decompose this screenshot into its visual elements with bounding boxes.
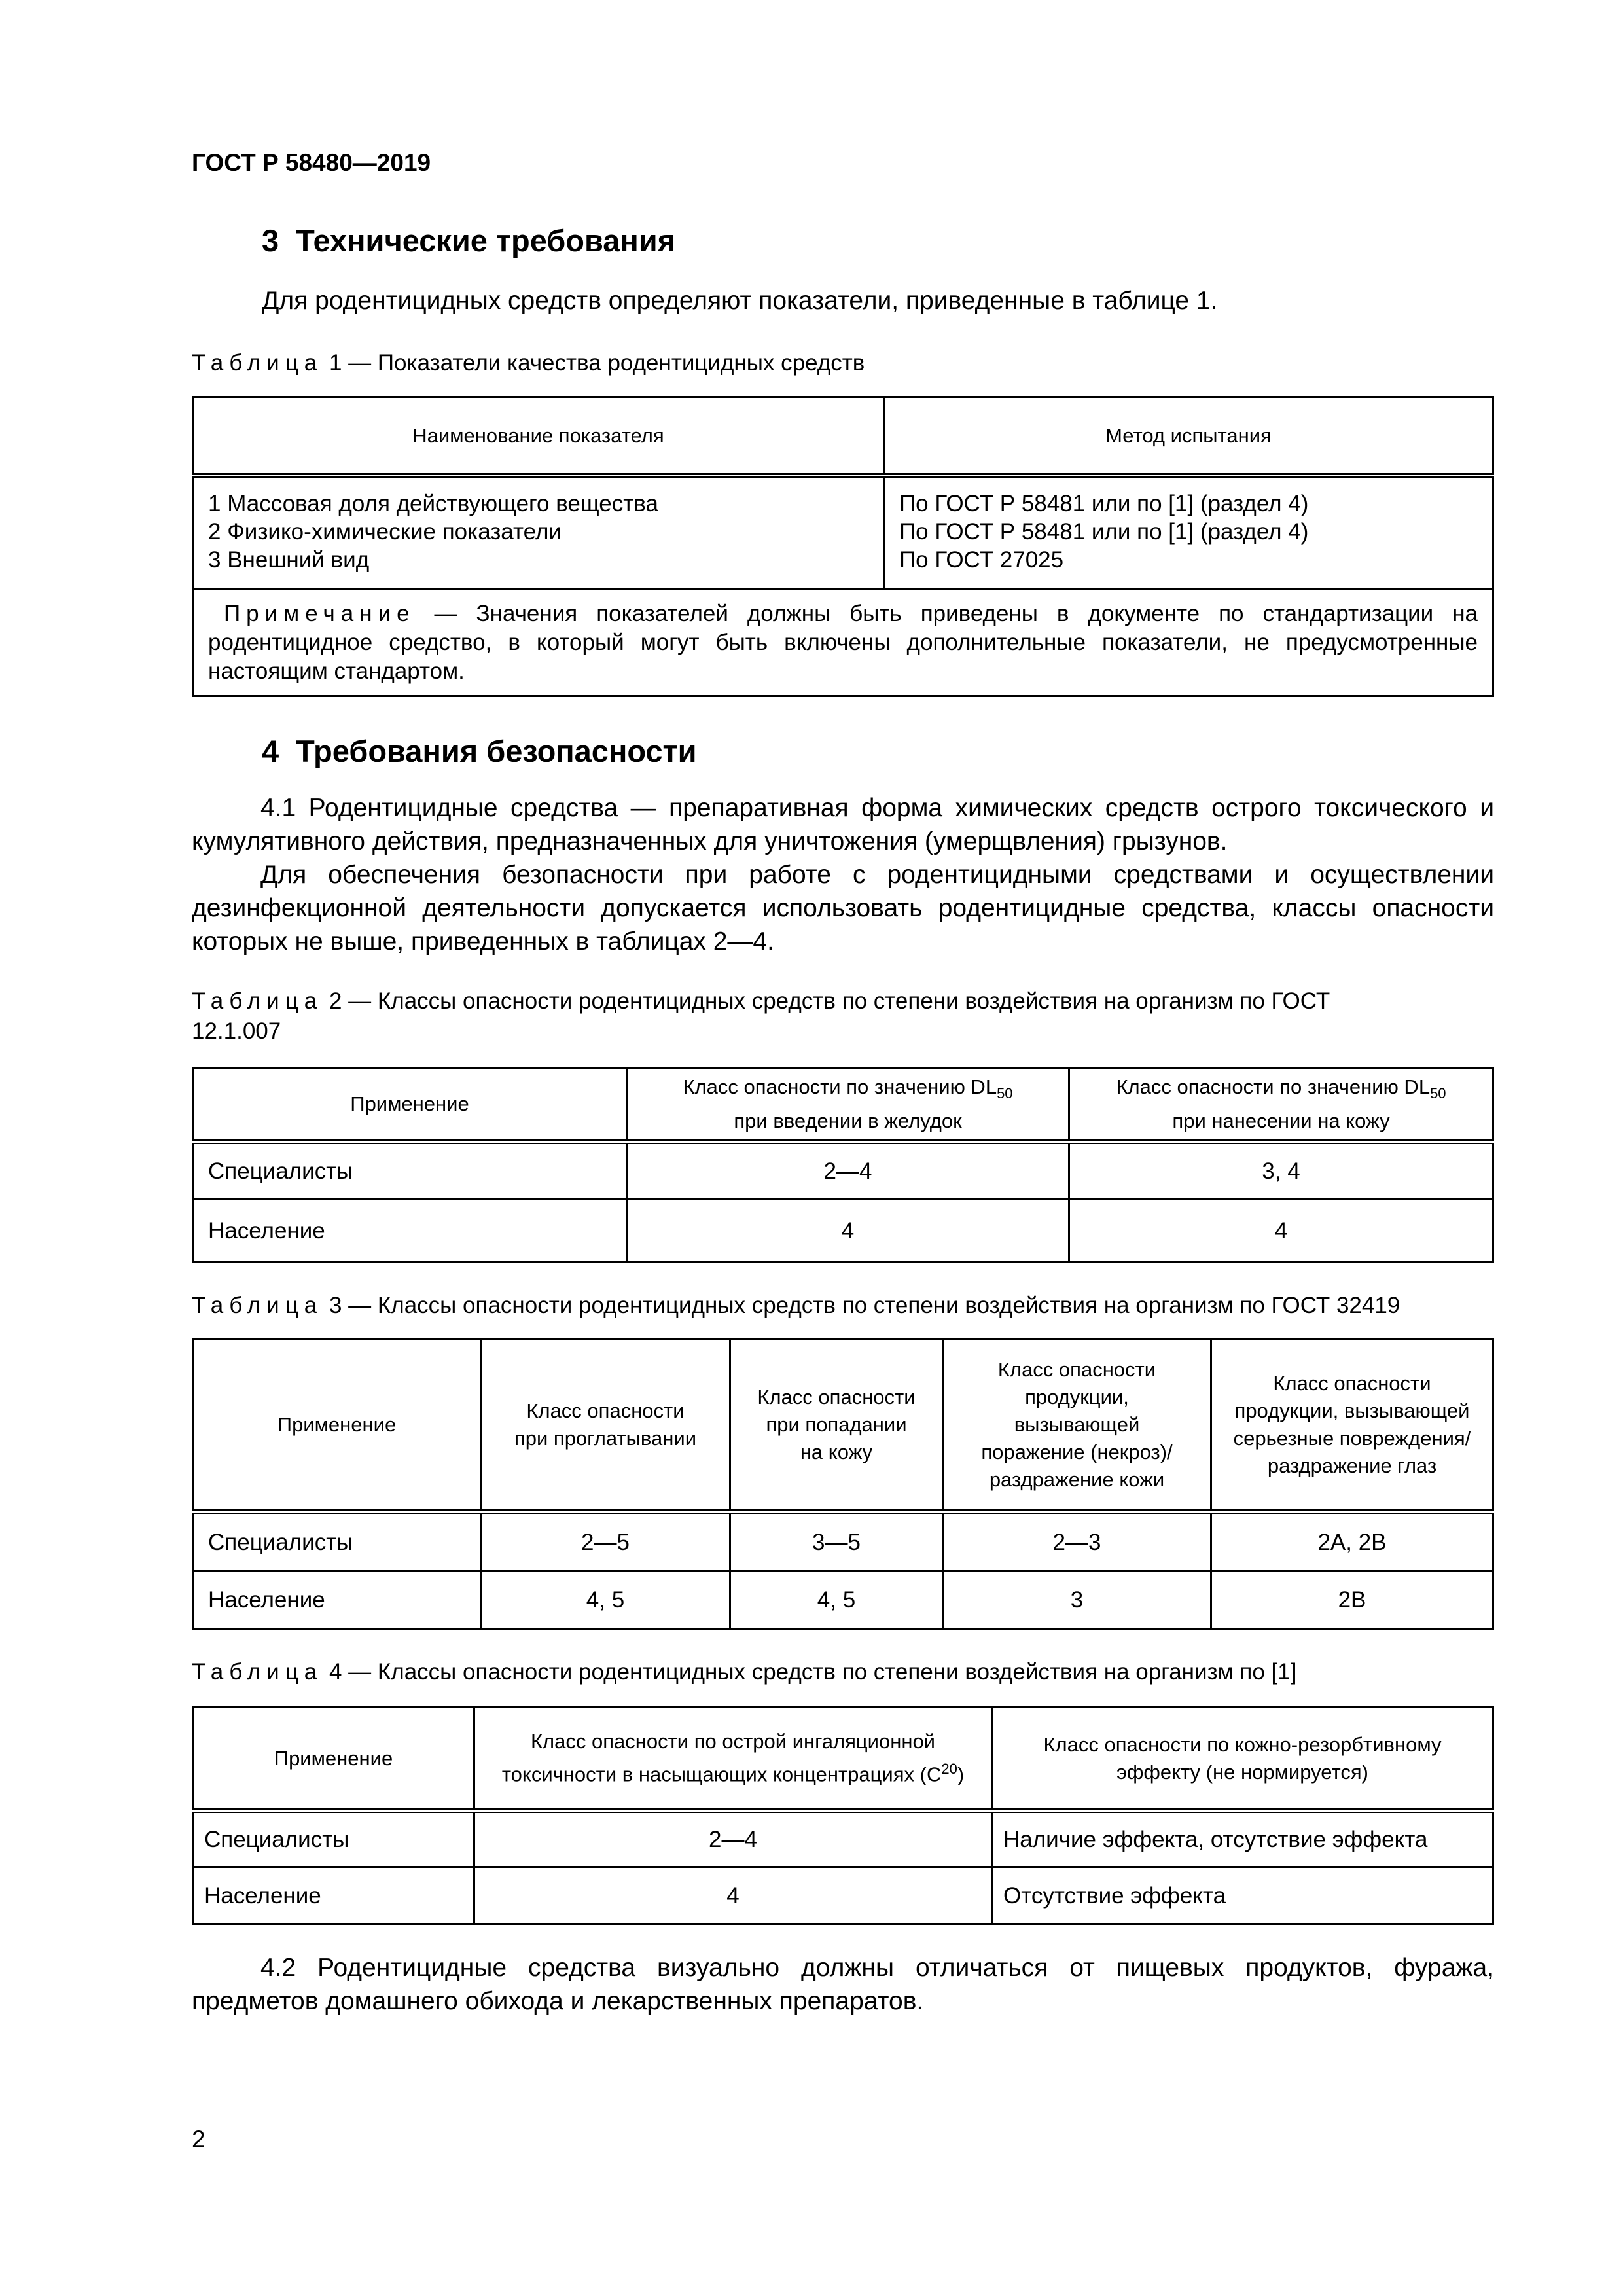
table-2-row-1-oral: 2—4 [627, 1142, 1069, 1200]
table-3-header-necrosis-l5: раздражение кожи [989, 1468, 1165, 1491]
table-2-header-oral-route: при введении в желудок [734, 1109, 962, 1133]
table-1-note-row [193, 590, 1493, 696]
table-4-header-inhalation-l2: токсичности в насыщающих концентрациях (С [501, 1763, 942, 1786]
table-3-header-skin-l3: на кожу [800, 1441, 873, 1463]
section-3-heading [262, 223, 675, 259]
table-4-header-row [193, 1708, 1493, 1811]
table-4-header-use: Применение [193, 1708, 474, 1811]
table-4-caption-text: 4 — Классы опасности родентицидных средств по степени воздействия на организм по [1] [329, 1659, 1297, 1685]
table-1-header-name: Наименование показателя [193, 397, 884, 476]
table-3-caption-text: 3 — Классы опасности родентицидных средств по степени воздействия на организм по ГОСТ 32419 [329, 1293, 1400, 1318]
table-3-caption [192, 1291, 1400, 1321]
table-3-header-eyes-l4: раздражение глаз [1267, 1454, 1437, 1477]
table-3-row-1-skin: 3—5 [730, 1512, 943, 1571]
table-2-header-skin-route: при нанесении на кожу [1172, 1109, 1390, 1133]
table-3-header-eyes [1211, 1340, 1493, 1512]
table-1-note-label: Примечание [224, 601, 416, 626]
table-3-header-necrosis-l1: Класс опасности [997, 1358, 1156, 1381]
table-1-caption [192, 348, 865, 378]
paragraph-4-2: 4.2 Родентицидные средства визуально должны отличаться от пищевых продуктов, фуража, предметов домашнего обихода и лекарственных препаратов. [192, 1954, 1494, 2015]
table-3-header-necrosis-l3: вызывающей [1014, 1413, 1140, 1436]
table-4-caption [192, 1657, 1296, 1687]
table-4-header-dermal-l1: Класс опасности по кожно-резорбтивному [1043, 1732, 1442, 1756]
table-1-methods-cell [884, 476, 1493, 590]
table-3-row [193, 1512, 1493, 1571]
table-3-header-skin [730, 1340, 943, 1512]
table-2-row-1-use: Специалисты [193, 1142, 627, 1200]
table-2-caption [192, 986, 1344, 1047]
table-2-header-use: Применение [193, 1068, 627, 1142]
section-3-title: Технические требования [296, 223, 676, 258]
table-3-row-2-skin: 4, 5 [730, 1571, 943, 1629]
table-3-row [193, 1571, 1493, 1629]
table-1-names-cell [193, 476, 884, 590]
page-number: 2 [192, 2126, 205, 2153]
table-1-note-text: — Значения показателей должны быть приведены в документе по стандартизации на родентицидное средство, в который могут быть включены дополнительные показатели, не предусмотренные настоящим стандартом. [208, 601, 1478, 684]
table-2-row [193, 1142, 1493, 1200]
table-2-row [193, 1200, 1493, 1262]
table-1 [192, 396, 1494, 697]
table-3-header-necrosis-l4: поражение (некроз)/ [981, 1441, 1173, 1463]
table-1-row-1-name: 1 Массовая доля действующего вещества [208, 491, 658, 516]
table-4-header-inhalation-close: ) [957, 1763, 965, 1786]
table-3-row-1-necrosis: 2—3 [943, 1512, 1211, 1571]
table-2-header-oral [627, 1068, 1069, 1142]
table-4-row-1-inhalation: 2—4 [474, 1811, 992, 1867]
section-3-number: 3 [262, 223, 279, 258]
table-3 [192, 1338, 1494, 1630]
table-3-header-skin-l1: Класс опасности [757, 1386, 916, 1408]
table-4-row-2-dermal: Отсутствие эффекта [992, 1867, 1493, 1924]
table-4-header-dermal-l2: эффекту (не нормируется) [1116, 1760, 1368, 1784]
table-1-note [193, 590, 1493, 696]
table-2-row-1-skin: 3, 4 [1069, 1142, 1493, 1200]
document-code: ГОСТ Р 58480—2019 [192, 149, 431, 176]
table-1-row-2-method: По ГОСТ Р 58481 или по [1] (раздел 4) [899, 519, 1309, 545]
section-4-number: 4 [262, 734, 279, 768]
table-1-row-2-name: 2 Физико-химические показатели [208, 519, 562, 545]
table-4-row-2-use: Население [193, 1867, 474, 1924]
table-3-header-eyes-l1: Класс опасности [1273, 1372, 1431, 1395]
table-2-row-2-oral: 4 [627, 1200, 1069, 1262]
table-4 [192, 1706, 1494, 1925]
table-2-header-row [193, 1068, 1493, 1142]
paragraph-4-1: 4.1 Родентицидные средства — препаративная форма химических средств острого токсического и кумулятивного действия, предназначенных для уничтожения (умерщвления) грызунов. [192, 794, 1494, 855]
table-1-body-row [193, 476, 1493, 590]
table-1-row-3-name: 3 Внешний вид [208, 547, 370, 573]
table-2-caption-label: Таблица [192, 988, 323, 1014]
table-2-header-oral-label: Класс опасности по значению DL [683, 1075, 997, 1098]
section-3-intro: Для родентицидных средств определяют показатели, приведенные в таблице 1. [262, 287, 1218, 315]
table-3-row-1-eyes: 2А, 2В [1211, 1512, 1493, 1571]
table-4-row [193, 1811, 1493, 1867]
section-4-title: Требования безопасности [296, 734, 697, 768]
table-3-caption-label: Таблица [192, 1293, 323, 1318]
table-3-header-necrosis [943, 1340, 1211, 1512]
table-4-header-inhalation-superscript: 20 [941, 1761, 957, 1778]
table-2-row-2-use: Население [193, 1200, 627, 1262]
table-4-header-inhalation [474, 1708, 992, 1811]
table-4-header-dermal [992, 1708, 1493, 1811]
table-2-header-skin-subscript: 50 [1430, 1085, 1446, 1102]
section-4-heading [262, 733, 696, 769]
table-3-row-2-eyes: 2В [1211, 1571, 1493, 1629]
table-4-caption-label: Таблица [192, 1659, 323, 1685]
table-3-header-row [193, 1340, 1493, 1512]
table-3-header-eyes-l2: продукции, вызывающей [1234, 1399, 1470, 1422]
table-4-row [193, 1867, 1493, 1924]
table-3-header-swallow [481, 1340, 730, 1512]
table-1-row-3-method: По ГОСТ 27025 [899, 547, 1064, 573]
table-2 [192, 1067, 1494, 1263]
table-3-row-1-swallow: 2—5 [481, 1512, 730, 1571]
table-2-row-2-skin: 4 [1069, 1200, 1493, 1262]
paragraph-4-1-b: Для обеспечения безопасности при работе с родентицидными средствами и осуществлении дезинфекционной деятельности допускается использовать родентицидные средства, классы опасности которых не выше, приведенных в таблицах 2—4. [192, 861, 1494, 956]
table-2-caption-text: 2 — Классы опасности родентицидных средств по степени воздействия на организм по ГОСТ 12.1.007 [192, 988, 1330, 1044]
table-3-header-necrosis-l2: продукции, [1025, 1386, 1129, 1408]
table-3-row-2-swallow: 4, 5 [481, 1571, 730, 1629]
table-1-header-method: Метод испытания [884, 397, 1493, 476]
table-4-row-1-use: Специалисты [193, 1811, 474, 1867]
table-1-caption-label: Таблица [192, 350, 323, 376]
table-4-row-2-inhalation: 4 [474, 1867, 992, 1924]
table-3-row-1-use: Специалисты [193, 1512, 481, 1571]
table-2-header-skin [1069, 1068, 1493, 1142]
table-1-header-row [193, 397, 1493, 476]
table-3-header-skin-l2: при попадании [766, 1413, 907, 1436]
table-1-row-1-method: По ГОСТ Р 58481 или по [1] (раздел 4) [899, 491, 1309, 516]
table-2-header-skin-label: Класс опасности по значению DL [1116, 1075, 1431, 1098]
table-3-header-use: Применение [193, 1340, 481, 1512]
table-4-row-1-dermal: Наличие эффекта, отсутствие эффекта [992, 1811, 1493, 1867]
table-3-header-swallow-l1: Класс опасности [526, 1399, 685, 1422]
table-3-header-eyes-l3: серьезные повреждения/ [1233, 1427, 1471, 1450]
table-3-header-swallow-l2: при проглатывании [514, 1427, 697, 1450]
table-1-caption-text: 1 — Показатели качества родентицидных средств [329, 350, 865, 376]
table-4-header-inhalation-l1: Класс опасности по острой ингаляционной [530, 1730, 936, 1753]
table-3-row-2-necrosis: 3 [943, 1571, 1211, 1629]
table-2-header-oral-subscript: 50 [997, 1085, 1013, 1102]
table-3-row-2-use: Население [193, 1571, 481, 1629]
